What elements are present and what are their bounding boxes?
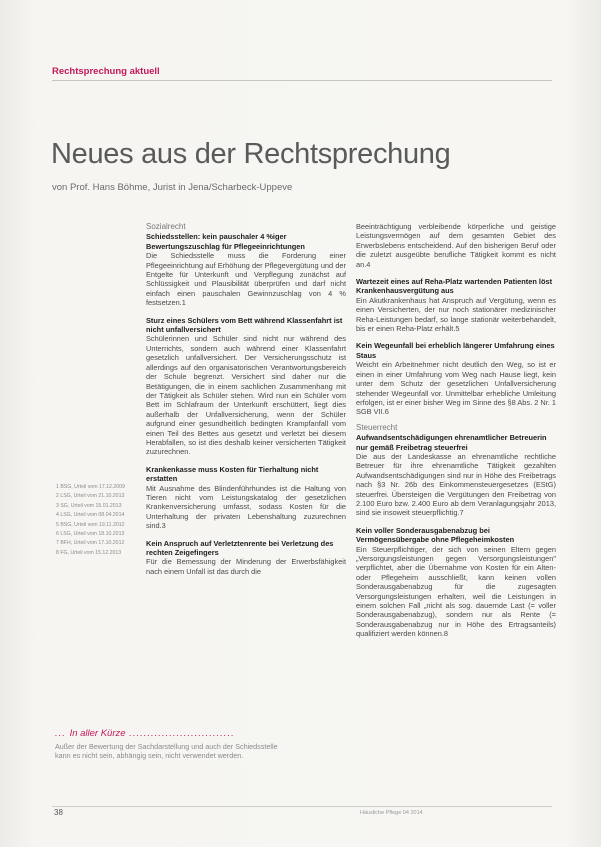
summary-box-title	[55, 728, 290, 739]
item-text: Die Schiedsstelle muss die Forderung einer Pflegeeinrichtung auf Erhöhung der Pflegevergütung und der Entgelte für Unterkunft und Verpflegung zunächst auf Schlüssigkeit und Plausibilität überprüfen und darf nicht einfach einen pauschalen Gewinnzuschlag von 4 % festsetzen.1	[146, 251, 346, 308]
footnotes-margin	[56, 484, 126, 559]
section-kicker: Rechtsprechung aktuell	[52, 66, 160, 77]
kicker-divider	[52, 80, 552, 81]
item-heading: Aufwandsentschädigungen ehrenamtlicher Betreuerin nur gemäß Freibetrag steuerfrei	[356, 433, 547, 452]
item-heading: Schiedsstellen: kein pauschaler 4 %iger Bewertungszuschlag für Pflegeeinrichtungen	[146, 232, 305, 251]
article-byline: von Prof. Hans Böhme, Jurist in Jena/Scharbeck-Uppeve	[52, 182, 293, 193]
footer-divider	[52, 806, 552, 807]
item-heading: Sturz eines Schülers vom Bett während Klassenfahrt ist nicht unfallversichert	[146, 315, 343, 335]
footnote: 1 BSG, Urteil vom 17.12.2009	[56, 484, 125, 490]
summary-title-text: In aller Kürze	[69, 728, 126, 739]
item-text: Mit Ausnahme des Blindenführhundes ist die Haltung von Tieren nicht vom Leistungskatalog der gesetzlichen Krankenversicherung umfasst, sodass Kosten für die Unterhaltung der privaten Lebenshaltung zuzurechnen sind.3	[146, 483, 346, 531]
section-label-sozialrecht: Sozialrecht	[146, 222, 186, 231]
item-heading: Krankenkasse muss Kosten für Tierhaltung nicht erstatten	[146, 464, 319, 484]
footnote: 3 SG, Urteil vom 15.01.2013	[56, 502, 122, 509]
footnote: 8 FG, Urteil vom 15.12.2013	[56, 549, 122, 556]
article-title: Neues aus der Rechtsprechung	[51, 138, 451, 170]
item-text: Ein Akutkrankenhaus hat Anspruch auf Vergütung, wenn es einen Versicherten, der nur noch stationärer medizinischer Reha-Leistungen bedarf, so lange stationär weiterbehandelt, bis er einen Reha-Platz erhält.5	[356, 295, 556, 334]
footnote: 5 BSG, Urteil vom 19.11.2012	[56, 521, 125, 528]
footnote: 7 BFH, Urteil vom 17.10.2012	[56, 540, 125, 547]
item-heading: Kein Wegeunfall bei erheblich längerer Umfahrung eines Staus	[356, 341, 555, 360]
item-heading: Kein voller Sonderausgabenabzug bei Vermögensübergabe ohne Pflegeheimkosten	[356, 525, 515, 545]
footnote: 4 LSG, Urteil vom 08.04.2014	[56, 512, 125, 519]
section-label-steuerrecht: Steuerrecht	[356, 422, 398, 432]
column-left	[146, 222, 346, 576]
summary-trailing-dots: .............................	[125, 728, 235, 739]
column-right	[356, 222, 556, 639]
item-text: Die aus der Landeskasse an ehrenamtliche rechtliche Betreuer für ihre ehrenamtliche Tätigkeit gezahlten Aufwandsentschädigungen sind nur in Höhe des Freibetrags nach §3 Nr. 26b des Einkommensteuergesetzes (EStG) steuerfrei. Übersteigen die Vergütungen den Freibetrag von 2.100 Euro bzw. 2.400 Euro ab dem Veranlagungsjahr 2013, sind sie insoweit steuerpflichtig.7	[356, 451, 556, 518]
continued-text: Beeinträchtigung verbleibende körperliche und geistige Leistungsvermögen auf dem gesamten Gebiet des Erwerbslebens entscheidend. Auf den bisherigen Beruf oder die zuletzt ausgeübte berufliche Tätigkeit kommt es nicht an.4	[356, 222, 556, 269]
item-text: Ein Steuerpflichtiger, der sich von seinen Eltern gegen „Versorgungsleistungen gegen Versorgungsleistungen" verpflichtet, aber die Übernahme von Kosten für ein Alten- oder Pflegeheim ausschließt, kann keinen vollen Sonderausgabenabzug für die zugesagten Versorgungsleistungen erhalten, weil die Leistungen in einem solchen Fall „nicht als sog. dauernde Last (= voller Sonderausgabenabzug), sondern nur als Rente (= Sonderausgabenabzug nur in Höhe des Ertragsanteils) qualifiziert werden können.8	[356, 544, 556, 639]
item-heading: Kein Anspruch auf Verletztenrente bei Verletzung des rechten Zeigefingers	[146, 538, 334, 557]
footnote: 2 LSG, Urteil vom 21.10.2013	[56, 493, 125, 500]
summary-box	[55, 728, 290, 761]
summary-box-text: Außer der Bewertung der Sachdarstellung und auch der Schiedsstelle kann es nicht sein, abhängig sein, nicht verwendet werden.	[55, 742, 278, 761]
page-number: 38	[54, 808, 63, 817]
item-text: Weicht ein Arbeitnehmer nicht deutlich den Weg, so ist er einen in einer Umfahrung vom Weg nach Hause liegt, kein unter dem Schutz der gesetzlichen Unfallversicherung stehender Wegeunfall vor. Unmittelbar erhebliche Umleitung erfolgen, ist er einer bisher Weg im Sinne des §8 Abs. 2 Nr. 1 SGB VII.6	[356, 360, 556, 417]
item-text: Für die Bemessung der Minderung der Erwerbsfähigkeit nach einem Unfall ist das durch die	[146, 557, 346, 576]
journal-reference: Häusliche Pflege 04 2014	[360, 810, 423, 816]
footnote: 6 LSG, Urteil vom 18.10.2013	[56, 531, 125, 538]
summary-leader-dots: ...	[55, 728, 70, 739]
item-text: Schülerinnen und Schüler sind nicht nur während des Unterrichts, sondern auch während einer Klassenfahrt gesetzlich unfallversichert. Der Versicherungsschutz ist allerdings auf den organisatorischen Verantwortungsbereich der Schule begrenzt. Versichert sind daher nur die Betätigungen, die in einem sachlichen Zusammenhang mit der Tätigkeit als Schüler stehen. Wird nun ein Schüler vom Bett im Schlafraum der Unterkunft erschüttert, liegt dies außerhalb der Unfallversicherung, wenn der Schüler aufgrund einer gesundheitlich bedingten Krampfanfall vom einen Teil des Bettes aus gesetzt und verletzt bei diesem Herabfallen, so ist dies deshalb keiner versicherten Tätigkeit zuzurechnen.	[146, 334, 346, 457]
item-heading: Wartezeit eines auf Reha-Platz wartenden Patienten löst Krankenhausvergütung aus	[356, 277, 553, 296]
